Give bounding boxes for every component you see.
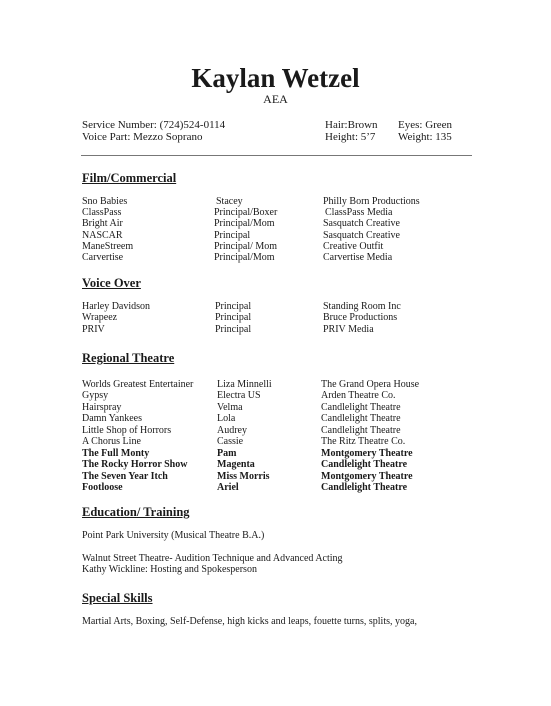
candidate-name: Kaylan Wetzel bbox=[191, 63, 360, 93]
credit-row bbox=[0, 482, 551, 494]
credit-title: Hairspray bbox=[82, 402, 122, 413]
credit-role: Magenta bbox=[217, 459, 255, 470]
credit-role: Principal bbox=[215, 312, 252, 323]
credit-role: Lola bbox=[217, 413, 236, 424]
credit-title: The Seven Year Itch bbox=[82, 471, 168, 482]
credit-row bbox=[0, 218, 551, 230]
credit-title: Sno Babies bbox=[82, 196, 128, 207]
credit-row bbox=[0, 390, 551, 402]
credit-role: Principal/Boxer bbox=[214, 207, 278, 218]
credit-title: The Rocky Horror Show bbox=[82, 459, 188, 470]
credit-title: Gypsy bbox=[82, 390, 109, 401]
credit-role: Ariel bbox=[217, 482, 239, 493]
credit-title: PRIV bbox=[82, 324, 105, 335]
credit-title: Little Shop of Horrors bbox=[82, 425, 172, 436]
credit-role: Principal bbox=[214, 230, 251, 241]
credit-company: Montgomery Theatre bbox=[321, 471, 413, 482]
credit-row bbox=[0, 324, 551, 336]
section-title-regional-theatre: Regional Theatre bbox=[82, 351, 175, 365]
credit-title: Worlds Greatest Entertainer bbox=[82, 379, 194, 390]
credit-company: Carvertise Media bbox=[323, 252, 393, 263]
special-skills-text: Martial Arts, Boxing, Self-Defense, high kicks and leaps, fouette turns, splits, yoga, bbox=[82, 616, 417, 627]
credit-role: Cassie bbox=[217, 436, 244, 447]
credit-company: Candlelight Theatre bbox=[321, 402, 401, 413]
credit-role: Liza Minnelli bbox=[217, 379, 272, 390]
credit-title: Harley Davidson bbox=[82, 301, 151, 312]
credit-row bbox=[0, 312, 551, 324]
credit-role: Miss Morris bbox=[217, 471, 270, 482]
union-affiliation: AEA bbox=[263, 92, 288, 106]
credit-company: Sasquatch Creative bbox=[323, 218, 400, 229]
credit-company: Philly Born Productions bbox=[323, 196, 420, 207]
credit-company: The Ritz Theatre Co. bbox=[321, 436, 406, 447]
credit-title: Carvertise bbox=[82, 252, 124, 263]
education-line: Point Park University (Musical Theatre B.A.) bbox=[82, 530, 265, 541]
credit-role: Electra US bbox=[217, 390, 261, 401]
credit-title: ManeStreem bbox=[82, 241, 134, 252]
credit-company: Candlelight Theatre bbox=[321, 459, 408, 470]
credit-title: NASCAR bbox=[82, 230, 123, 241]
credit-title: Wrapeez bbox=[82, 312, 118, 323]
credit-role: Velma bbox=[217, 402, 243, 413]
credit-title: The Full Monty bbox=[82, 448, 150, 459]
credit-company: Creative Outfit bbox=[323, 241, 384, 252]
credit-company: Sasquatch Creative bbox=[323, 230, 400, 241]
credit-role: Principal bbox=[215, 301, 252, 312]
credit-company: Montgomery Theatre bbox=[321, 448, 413, 459]
credit-company: Standing Room Inc bbox=[323, 301, 401, 312]
education-line: Walnut Street Theatre- Audition Technique and Advanced Acting bbox=[82, 553, 343, 564]
section-title-film: Film/Commercial bbox=[82, 171, 177, 185]
credit-company: Arden Theatre Co. bbox=[321, 390, 396, 401]
credit-company: The Grand Opera House bbox=[321, 379, 420, 390]
credit-title: ClassPass bbox=[82, 207, 122, 218]
credit-row bbox=[0, 413, 551, 425]
credit-role: Stacey bbox=[216, 196, 243, 207]
section-title-voice-over: Voice Over bbox=[82, 276, 141, 290]
credit-role: Audrey bbox=[217, 425, 247, 436]
credit-title: Damn Yankees bbox=[82, 413, 142, 424]
credit-company: Bruce Productions bbox=[323, 312, 398, 323]
credit-role: Principal/Mom bbox=[214, 252, 275, 263]
credit-row bbox=[0, 252, 551, 264]
credit-title: Bright Air bbox=[82, 218, 123, 229]
credit-role: Principal bbox=[215, 324, 252, 335]
education-line: Kathy Wickline: Hosting and Spokesperson bbox=[82, 564, 257, 575]
service-number: Service Number: (724)524-0114 bbox=[82, 119, 226, 131]
credit-company: Candlelight Theatre bbox=[321, 413, 401, 424]
credit-role: Principal/Mom bbox=[214, 218, 275, 229]
credit-role: Principal/ Mom bbox=[214, 241, 278, 252]
header-divider bbox=[81, 155, 472, 156]
credit-row bbox=[0, 459, 551, 471]
credit-company: PRIV Media bbox=[323, 324, 374, 335]
credit-company: ClassPass Media bbox=[325, 207, 393, 218]
credit-role: Pam bbox=[217, 448, 237, 459]
section-title-education: Education/ Training bbox=[82, 505, 190, 519]
credit-row bbox=[0, 436, 551, 448]
eye-color: Eyes: Green bbox=[398, 119, 453, 131]
credit-company: Candlelight Theatre bbox=[321, 482, 408, 493]
credit-company: Candlelight Theatre bbox=[321, 425, 401, 436]
section-title-special-skills: Special Skills bbox=[82, 591, 153, 605]
weight: Weight: 135 bbox=[398, 131, 452, 143]
height: Height: 5’7 bbox=[325, 131, 376, 143]
hair-color: Hair:Brown bbox=[325, 119, 378, 131]
voice-part: Voice Part: Mezzo Soprano bbox=[82, 131, 203, 143]
credit-title: A Chorus Line bbox=[82, 436, 141, 447]
credit-title: Footloose bbox=[82, 482, 123, 493]
